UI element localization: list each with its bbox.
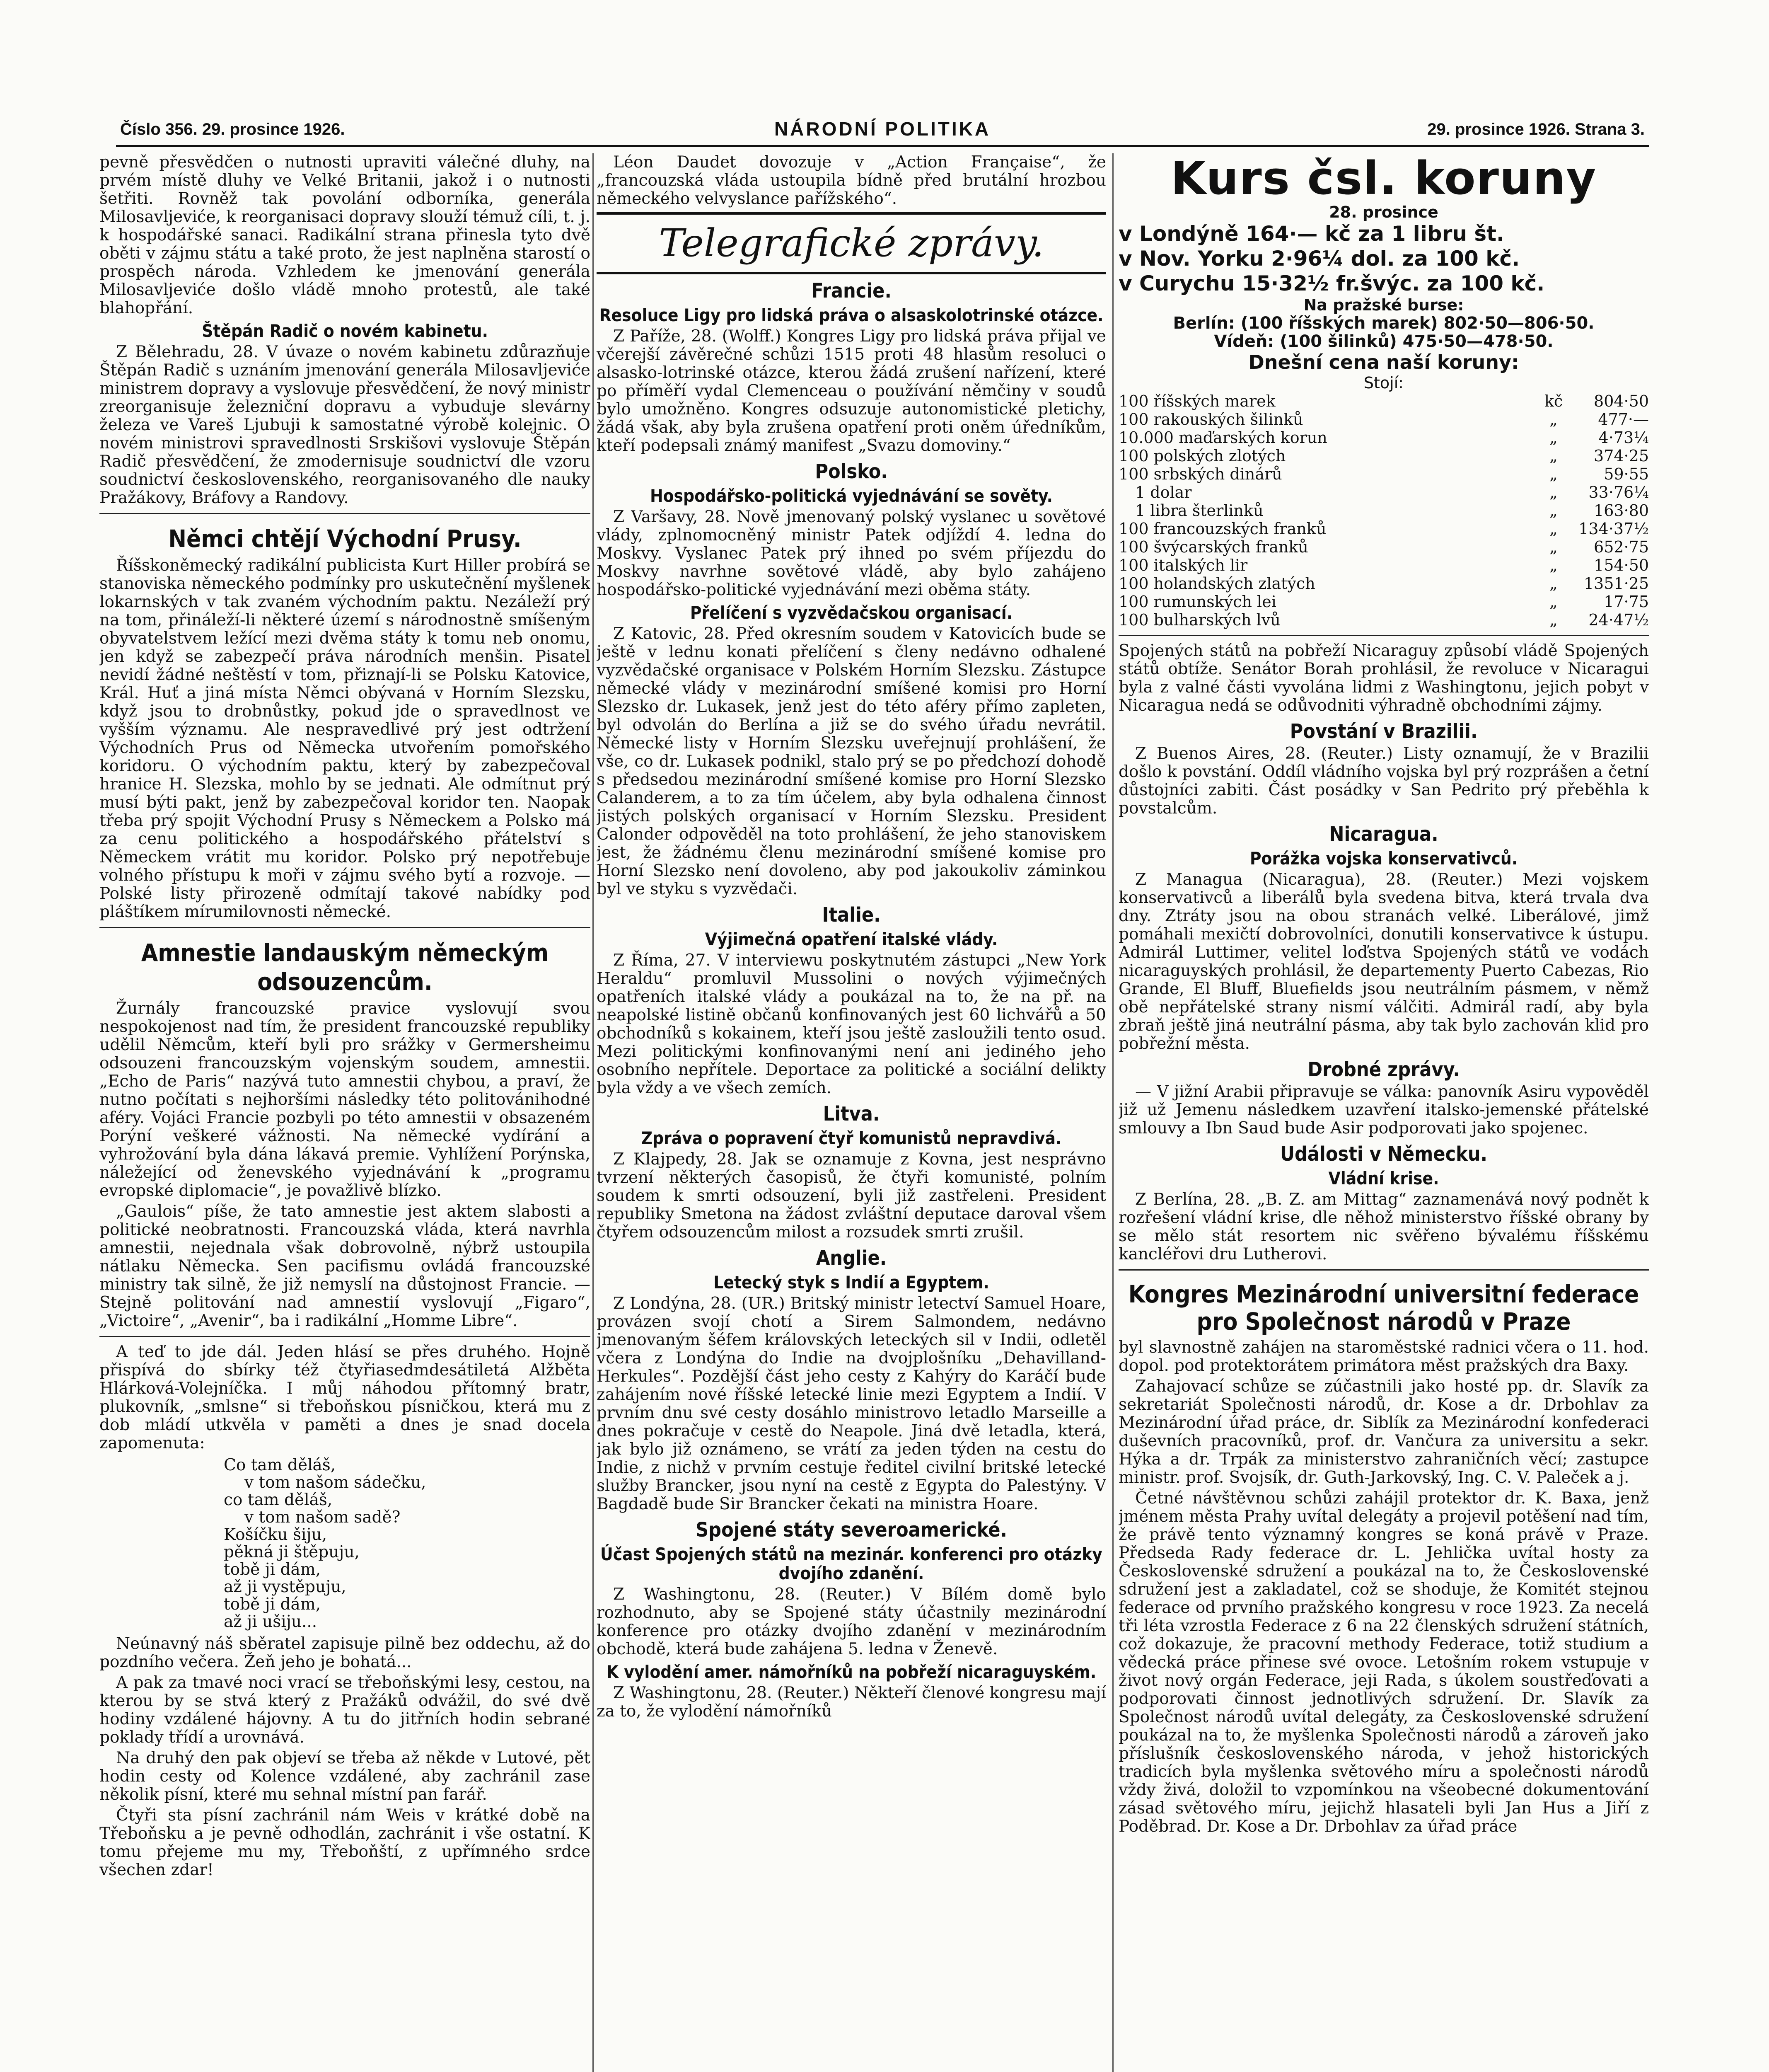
poem-line: až ji vystěpuju, <box>224 1578 346 1596</box>
currency-name: 1 dolar <box>1135 483 1192 501</box>
rate-value: 652·75 <box>1594 538 1649 556</box>
headline-nicaragua: Nicaragua. <box>1329 823 1438 846</box>
poem-line: Co tam děláš, <box>224 1456 336 1474</box>
article-text: Četné návštěvnou schůzi zahájil protektor dr. K. Baxa, jenž jménem města Prahy uvítal delegáty a projevil potěšení nad tím, že právě tento významný kongres se koná právě v Praze. Předseda Rady federace dr. L. Jehlička uvítal hosty za Československé sdružení a poukázal na to, že Československé sdružení jest a zakladatel, což se shoduje, že Komitét stejnou federace od prvního pražského kongresu v roce 1923. Za necelá tři léta vzrostla Federace z 6 na 22 členských sdružení státních, což dokazuje, že pracovní methody Federace, totiž studium a vědecká práce přinese své ovoce. Letošním rokem vstupuje v život nový orgán Federace, jeji Rada, s úkolem soustřeďovati a podporovati činnost jednotlivých sdružení. Dr. Slavík za Společnost národů uvítal delegáty, za Československé sdružení poukázal na to, že myšlenka Společnosti národů a zároveň jako příslušník československého národa, v jehož historických tradicích byla myšlenka světového míru a společnosti národů vždy živá, doložil to vzpomínkou na všeobecné dokumentování zásad světového míru, jejichž hlasateli byli Jan Hus a Jiří z Poděbrad. Dr. Kose a Dr. Drbohlav za úřad práce <box>1119 1489 1649 1836</box>
unit: „ <box>1549 447 1558 465</box>
article-text: „Gaulois“ píše, že tato amnestie jest aktem slabosti a politické neobratnosti. Francouzská vláda, která navrhla amnestii, nejednala však dobrovolně, nýbrž ustoupila nátlaku Německa. Sen pacifismu ovládá francouzské ministry tak silně, že již nemyslí na důstojnost Francie. — Stejně politování nad amnestií vyslovují „Figaro“, „Victoire“, „Avenir“, ba i radikální „Homme Libre“. <box>99 1202 590 1330</box>
headline-litva: Litva. <box>823 1102 880 1126</box>
headline-polsko: Polsko. <box>815 460 888 483</box>
rate-curych: v Curychu 15·32½ fr.švýc. za 100 kč. <box>1119 271 1545 295</box>
subhead-nicaragua: Porážka vojska konservativců. <box>1249 848 1518 869</box>
article-text: Na druhý den pak objeví se třeba až někde v Lutové, pět hodin cesty od Kolence vzdálené, aby zachránil zase několik písní, které mu sehnal místní pan farář. <box>99 1749 590 1804</box>
rate-viden: Vídeň: (100 šilinků) 475·50—478·50. <box>1214 332 1554 351</box>
subhead-litva: Zpráva o popravení čtyř komunistů nepravdivá. <box>641 1128 1062 1148</box>
price-title: Dnešní cena naší koruny: <box>1248 351 1519 373</box>
subhead-anglie: Letecký styk s Indií a Egyptem. <box>713 1272 989 1293</box>
unit: „ <box>1549 410 1558 428</box>
currency-name: 1 libra šterlinků <box>1135 501 1264 520</box>
article-text: Neúnavný náš sběratel zapisuje pilně bez oddechu, až do pozdního večera. Žeň jeho je bohatá... <box>99 1634 590 1671</box>
article-text: Z Berlína, 28. „B. Z. am Mittag“ zaznamenává nový podnět k rozřešení vládní krise, dle něhož ministerstvo říšské obrany by se mělo stát resortem nic svěřeno bývalému říšskému kancléřovi dru Lutherovi. <box>1119 1190 1649 1264</box>
column-3 <box>1119 153 1649 2072</box>
exchange-rate-title: Kurs čsl. koruny <box>1170 153 1597 205</box>
rate-value: 804·50 <box>1594 392 1649 410</box>
rate-value: 1351·25 <box>1583 574 1649 593</box>
article-text: byl slavnostně zahájen na staroměstské radnici včera o 11. hod. dopol. pod protektorátem primátora měst pražských dra Baxy. <box>1119 1338 1649 1375</box>
article-text: pevně přesvědčen o nutnosti upraviti válečné dluhy, na prvém místě dluhy ve Velké Britanii, jakož i o nutnosti šetřiti. Rovněž tak povolání odborníka, generála Milosavljeviće, k reorganisaci dopravy slouží témuž cíli, t. j. k hospodářské sanaci. Radikální strana přinesla tyto dvě oběti v zájmu státu a také proto, že jest naplněna starostí o prospěch národa. Vzhledem ke jmenování generála Milosavljeviće došlo vládě mnoho protestů, ale také blahopřání. <box>99 153 590 317</box>
poem-line: tobě ji dám, <box>224 1595 321 1614</box>
headline-usa: Spojené státy severoamerické. <box>696 1518 1007 1542</box>
headline-brazilie: Povstání v Brazilii. <box>1290 720 1478 743</box>
poem-line: tobě ji dám, <box>224 1560 321 1579</box>
table-row <box>1119 501 1649 520</box>
subhead-polsko-1: Hospodářsko-politická vyjednávání se sověty. <box>650 486 1053 506</box>
column-2 <box>597 153 1106 2072</box>
table-row <box>1119 538 1649 556</box>
rate-value: 163·80 <box>1594 501 1649 520</box>
column-rule <box>592 153 594 2072</box>
headline-nemecko: Události v Německu. <box>1280 1143 1488 1166</box>
article-text: Říšskoněmecký radikální publicista Kurt Hiller probírá se stanoviska německého podmínky pro uskutečnění myšlenek lokarnských v tak zvaném východním paktu. Nezáleží prý na tom, přináleží-li některé území s národnostně smíšeným obyvatelstvem ležící mezi dvěma státy k tomu neb onomu, jen když se zabezpečí práva národních menšin. Pisatel nevidí žádné neštěstí v tom, přiznají-li se Polsku Katovice, Král. Huť a jiná místa Němci obývaná v Horním Slezsku, když jsou to drobnůstky, pokud jde o spravedlnost ve vyšším významu. Ale nespravedlivé prý jest odtržení Východních Prus od Německa utvořením pomořského koridoru. O východním paktu, který by zabezpečoval hranice H. Slezska, mohlo by se jednati. Ale odmítnut prý musí býti pakt, jenž by zabezpečoval koridor ten. Naopak třeba prý spojit Východní Prusy s Německem a Polsko má za cenu politického a hospodářského přátelství s Německem vrátit mu koridor. Polsko prý nepotřebuje volného přístupu k moři v zájmu svého bytí a rozvoje. — Polské listy přirozeně odmítají takové nabídky pod pláštíkem mírumilovnosti německé. <box>99 556 590 921</box>
poem-line: co tam děláš, <box>224 1491 333 1509</box>
table-row <box>1119 574 1649 593</box>
unit: „ <box>1549 501 1558 520</box>
article-text: Z Londýna, 28. (UR.) Britský ministr letectví Samuel Hoare, provázen svojí chotí a Sirem Salmondem, nedávno jmenovaným šéfem královských leteckých sil v Indii, odletěl včera z Londýna do Indie na dvojplošníku „Dehavilland-Herkules“. Pozdější část jeho cesty z Kahýry do Karáčí bude zahájením nové říšské letecké linie mezi Egyptem a Indií. V prvním dnu své cesty dosáhlo ministrovo letadlo Marseille a dnes pokračuje v cestě do Neapole. Jiná dvě letadla, která, jak bylo již oznámeno, se vrátí za jeden týden na cestu do Indie, z nichž v prvním cestuje ředitel civilní britské letecké služby Brancker, jsou nyní na cestě z Egypta do Palestýny. V Bagdadě bude Sir Brancker čekati na ministra Hoare. <box>597 1294 1106 1513</box>
article-text: Z Katovic, 28. Před okresním soudem v Katovicích bude se ještě v lednu konati přelíčení s členy nedávno odhalené vyzvědačské organisace v Polském Horním Slezsku. Zástupce německé vlády v mezinárodní smíšené komisi pro Horní Slezsko dr. Lukasek, jenž jest do této aféry přímo zapleten, byl odvolán do Berlína a již se do svého úřadu nevrátil. Německé listy v Horním Slezsku uveřejnují prohlášení, že vše, co dr. Lukasek podnikl, stalo prý se po předchozí dohodě s předsedou mezinárodní smíšené komise pro Horní Slezsko Calanderem, a to za tím účelem, aby byla odhalena činnost jistých polských organisací v Horním Slezsku. President Calonder odpověděl na toto prohlášení, že jeho stanoviskem jest, že žádnému členu mezinárodní smíšené komise pro Horní Slezsko není dovoleno, aby pod jakoukoliv záminkou byl ve styku s vyzvědači. <box>597 625 1106 898</box>
headline-amnestie: Amnestie landauským německým odsouzencům. <box>141 939 549 996</box>
table-row <box>1119 410 1649 428</box>
section-title-telegrafy: Telegrafické zprávy. <box>597 212 1106 274</box>
headline-francie: Francie. <box>811 279 892 303</box>
unit: „ <box>1549 520 1558 538</box>
article-text: Z Varšavy, 28. Nově jmenovaný polský vyslanec u sovětové vlády, zplnomocněný ministr Patek odjíždí 4. ledna do Moskvy. Vyslanec Patek prý ihned po svém příjezdu do Moskvy navrhne sovětové vládě, aby bylo zahájeno hospodářsko-politické vyjednávání mezi oběma státy. <box>597 508 1106 599</box>
unit: „ <box>1549 611 1558 629</box>
rate-value: 374·25 <box>1594 447 1649 465</box>
unit: „ <box>1549 483 1558 501</box>
headline-drobne: Drobné zprávy. <box>1307 1058 1460 1081</box>
rate-value: 24·47½ <box>1588 611 1649 629</box>
article-text: Léon Daudet dovozuje v „Action Française“, že „francouzská vláda ustoupila bídně před brutální hrozbou německého velvyslance pařížského“. <box>597 153 1106 208</box>
rate-value: 33·76¼ <box>1588 483 1649 501</box>
article-text: Zahajovací schůze se zúčastnili jako hosté pp. dr. Slavík za sekretariát Společnosti národů, dr. Kose a dr. Drbohlav za Mezinárodní úřad práce, dr. Siblík za Mezinárodní konfederaci duševních pracovníků, prof. dr. Vančura za universitu a sekr. Hýka a dr. Trpák za ministerstvo zahraničních věcí; zastupce ministr. prof. Svojsík, dr. Guth-Jarkovský, Ing. C. V. Paleček a j. <box>1119 1377 1649 1487</box>
table-row <box>1119 428 1649 447</box>
table-row <box>1119 556 1649 574</box>
burse-label: Na pražské burse: <box>1303 296 1464 314</box>
stoji-label: Stojí: <box>1363 374 1404 392</box>
rate-newyork: v Nov. Yorku 2·96¼ dol. za 100 kč. <box>1119 247 1520 271</box>
column-1 <box>99 153 590 2072</box>
unit: „ <box>1549 538 1558 556</box>
article-text: — V jižní Arabii připravuje se válka: panovník Asiru vypověděl již už Jemenu následkem uzavření italsko-jemenské přátelské smlouvy a Ibn Saud bude Asir podporovati jako spojenec. <box>1119 1082 1649 1138</box>
headline-anglie: Anglie. <box>816 1247 887 1270</box>
rate-value: 4·73¼ <box>1598 428 1649 447</box>
article-text: Z Buenos Aires, 28. (Reuter.) Listy oznamují, že v Brazilii došlo k povstání. Oddíl vládního vojska byl prý rozprášen a četní důstojníci zabiti. Část posádky v San Pedrito prý přeběhla k povstalcům. <box>1119 744 1649 818</box>
table-row <box>1119 611 1649 629</box>
currency-name: 10.000 maďarských korun <box>1119 428 1327 447</box>
rate-london: v Londýně 164·— kč za 1 libru št. <box>1119 222 1505 246</box>
subhead-polsko-2: Přelíčení s vyzvědačskou organisací. <box>690 603 1013 623</box>
headline-nemci: Němci chtějí Východní Prusy. <box>168 525 522 553</box>
divider <box>99 513 590 514</box>
rate-value: 134·37½ <box>1578 520 1649 538</box>
article-text: Spojených států na pobřeží Nicaraguy způsobí vládě Spojených států obtíže. Senátor Borah prohlásil, že revoluce v Nicaragui byla z valné části vyvolána lidmi z Washingtonu, jejich pobyt v Nicaragua nedá se odůvodniti výhradně obchodními zájmy. <box>1119 641 1649 715</box>
rate-value: 59·55 <box>1604 465 1649 483</box>
currency-name: 100 polských zlotých <box>1119 447 1286 465</box>
currency-name: 100 srbských dinárů <box>1119 465 1282 483</box>
headline-italie: Italie. <box>822 903 881 927</box>
poem-line: Košíčku šiju, <box>224 1525 327 1544</box>
poem-line: až ji ušiju... <box>224 1612 317 1631</box>
article-text: Z Říma, 27. V interviewu poskytnutém zástupci „New York Heraldu“ promluvil Mussolini o nových výjimečných opatřeních italské vlády a poukázal na to, že na př. na neapolské listině občanů konfinovaných jest 60 lichvářů a 50 obchodníků s kokainem, kteří jsou ještě zasloužili tento osud. Mezi politickými konfinovanými není ani jediného jeho osobního nepřítele. Deportace za politické a sociální delikty byla vždy a ve všech zemích. <box>597 951 1106 1097</box>
unit: „ <box>1549 593 1558 611</box>
subhead-usa-2: K vylodění amer. námořníků na pobřeží nicaraguyském. <box>606 1662 1097 1682</box>
masthead: NÁRODNÍ POLITIKA <box>774 118 991 140</box>
headline-kongres: Kongres Mezinárodní universitní federace pro Společnost národů v Praze <box>1128 1280 1639 1336</box>
subhead-usa-1: Účast Spojených států na mezinár. konferenci pro otázky dvojího zdanění. <box>600 1544 1102 1583</box>
headline-radic: Štěpán Radič o novém kabinetu. <box>202 321 488 341</box>
table-row <box>1119 465 1649 483</box>
table-row <box>1119 520 1649 538</box>
unit: „ <box>1549 428 1558 447</box>
currency-name: 100 bulharských lvů <box>1119 611 1281 629</box>
issue-number: Číslo 356. 29. prosince 1926. <box>120 120 345 138</box>
poem-line: pěkná ji štěpuju, <box>224 1543 360 1561</box>
subhead-liga: Resoluce Ligy pro lidská práva o alsaskolotrinské otázce. <box>599 305 1104 325</box>
currency-name: 100 rumunských lei <box>1119 593 1276 611</box>
poem-line: v tom našom sadě? <box>244 1508 401 1527</box>
page-date: 29. prosince 1926. Strana 3. <box>1427 120 1645 138</box>
poem-line: v tom našom sádečku, <box>244 1473 426 1492</box>
divider <box>99 927 590 928</box>
article-text: Žurnály francouzské pravice vyslovují svou nespokojenost nad tím, že president francouzské republiky udělil Němcům, kteří byli pro srážky v Germersheimu odsouzeni francouzským vojenským soudem, amnestii. „Echo de Paris“ nazývá tuto amnestii chybou, a praví, že nutno počítati s nejhoršími následky této politovánihodné aféry. Vojáci Francie pozbyli po této amnestii v obsazeném Porýní veškeré vážnosti. Na německé vydírání a vyhrožování byla dána lákavá premie. Vyhlížení Porýnska, náležející od ženevského vyjednávání k „programu evropské diplomacie“, je považlivě blízko. <box>99 999 590 1200</box>
table-row <box>1119 483 1649 501</box>
rate-value: 154·50 <box>1594 556 1649 574</box>
divider <box>1119 635 1649 636</box>
subhead-italie: Výjimečná opatření italské vlády. <box>705 929 998 949</box>
article-text: Z Washingtonu, 28. (Reuter.) Někteří členové kongresu mají za to, že vylodění námořníků <box>597 1684 1106 1721</box>
table-row <box>1119 447 1649 465</box>
rate-value: 477·— <box>1598 410 1649 428</box>
table-row <box>1119 392 1649 410</box>
exchange-date: 28. prosince <box>1329 203 1438 221</box>
rate-berlin: Berlín: (100 říšských marek) 802·50—806·50. <box>1173 314 1595 333</box>
unit: „ <box>1549 574 1558 593</box>
article-text: Z Paříže, 28. (Wolff.) Kongres Ligy pro lidská práva přijal ve včerejší závěrečné schůzi 1515 proti 48 hlasům resoluci o alsasko-lotrinské otázce, kterou žádá zrušení nařízení, které po příměří vydal Clemenceau o používání němčiny v soudů bylo umožněno. Kongres odsuzuje autonomistické pletichy, žádá však, aby byla zrušena opatření proti oněm úředníkům, kteří podepsali známý manifest „Svazu domoviny.“ <box>597 327 1106 455</box>
page-header <box>116 116 1649 147</box>
currency-name: 100 rakouských šilinků <box>1119 410 1303 428</box>
unit: kč <box>1544 392 1563 410</box>
divider <box>99 1336 590 1337</box>
article-text: Z Washingtonu, 28. (Reuter.) V Bílém domě bylo rozhodnuto, aby se Spojené státy účastnily mezinárodní konference pro otázky dvojího zdanění v mezinárodním obchodě, která bude zahájena 5. ledna v Ženevě. <box>597 1585 1106 1658</box>
currency-name: 100 holandských zlatých <box>1119 574 1315 593</box>
column-rule <box>1112 153 1114 2072</box>
subhead-nemecko: Vládní krise. <box>1328 1168 1439 1188</box>
folk-song <box>224 1457 590 1631</box>
unit: „ <box>1549 465 1558 483</box>
article-text: Z Klajpedy, 28. Jak se oznamuje z Kovna, jest nesprávno tvrzení některých časopisů, že čtyři komunisté, polním soudem k smrti odsouzení, byli již zastřeleni. President republiky Smetona na žádost zvláštní deputace daroval všem čtyřem odsouzencům milost a rozsudek smrti zrušil. <box>597 1150 1106 1242</box>
currency-name: 100 švýcarských franků <box>1119 538 1308 556</box>
currency-name: 100 francouzských franků <box>1119 520 1327 538</box>
article-text: Z Bělehradu, 28. V úvaze o novém kabinetu zdůrazňuje Štěpán Radič s uznáním jmenování generála Milosavljeviće ministrem dopravy a vyslovuje přesvědčení, že nový ministr zreorganisuje železniční dopravu a vybuduje slevárny železa ve Vareš Ljubuji k samostatné výrobě kolejnic. O novém ministrovi spravedlnosti Srskišovi vyslovuje Štěpán Radič přesvědčení, že zmodernisuje soudnictví dle vzoru soudnictví československého, reorganisovaného dle nauky Pražákovy, Bráfovy a Randovy. <box>99 343 590 507</box>
table-row <box>1119 593 1649 611</box>
unit: „ <box>1549 556 1558 574</box>
article-text: A teď to jde dál. Jeden hlásí se přes druhého. Hojně přispívá do sbírky též čtyřiasedmdesátiletá Alžběta Hlárková-Volejníčka. I můj náhodou přítomný bratr, plukovník, „smlsne“ si třeboňskou písničkou, která mu z dob mládí utkvěla v paměti a dnes je snad docela zapomenuta: <box>99 1343 590 1452</box>
rates-table <box>1119 392 1649 629</box>
rate-value: 17·75 <box>1604 593 1649 611</box>
article-text: A pak za tmavé noci vrací se třeboňskými lesy, cestou, na kterou by se stvá který z Pražáků odvážil, do své dvě hodiny vzdálené hájovny. A tu do jitřních hodin sebrané poklady třídí a urovnává. <box>99 1673 590 1747</box>
article-text: Čtyři sta písní zachránil nám Weis v krátké době na Třeboňsku a je pevně odhodlán, zachránit i vše ostatní. K tomu přejeme mu my, Třeboňští, z upřímného srdce všechen zdar! <box>99 1806 590 1879</box>
article-text: Z Managua (Nicaragua), 28. (Reuter.) Mezi vojskem konservativců a liberálů byla svedena bitva, která trvala dva dny. Ztráty jsou na obou stranách velké. Liberálové, jimž pomáhali mexičtí dobrovolníci, donutili konservativce k ústupu. Admirál Luttimer, velitel loďstva Spojených států ve vodách nicaraguyských prohlásil, že departementy Puerto Cabezas, Rio Grande, El Bluff, Bluefields jsou neutrálním pásmem, v němž obě nepřátelské strany nismí válčiti. Admirál radí, aby byla zbraň ještě jiná neutrální pásma, aby tak bylo zachován klid pro pobřežní města. <box>1119 870 1649 1053</box>
currency-name: 100 říšských marek <box>1119 392 1276 410</box>
divider <box>1119 1269 1649 1271</box>
currency-name: 100 italských lir <box>1119 556 1248 574</box>
